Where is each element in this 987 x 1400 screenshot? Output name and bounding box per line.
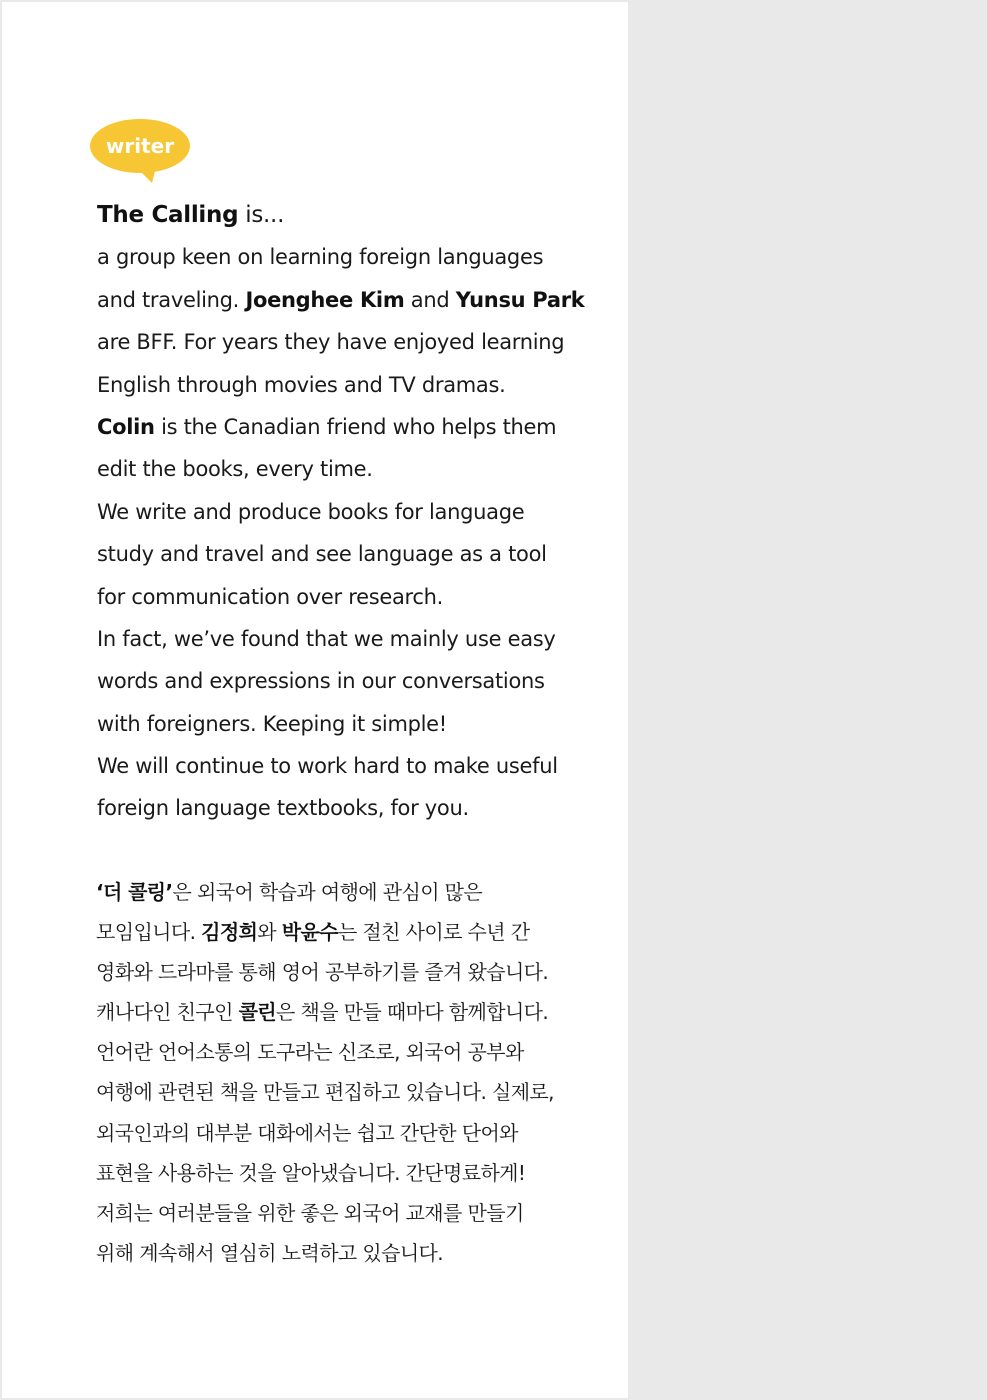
- text-span: 은 외국어 학습과 여행에 관심이 많은: [172, 880, 483, 904]
- text-span: 캐나다인 친구인: [96, 1000, 239, 1025]
- text-span: and traveling.: [97, 287, 246, 312]
- text-span: 와: [257, 920, 282, 945]
- text-line: [96, 912, 621, 952]
- text-line: 저희는 여러분들을 위한 좋은 외국어 교재를 만들기: [96, 1200, 524, 1225]
- text-span: and: [404, 287, 456, 312]
- text-line: [97, 279, 617, 321]
- text-span: is...: [238, 202, 285, 228]
- text-span: 은 책을 만들 때마다 함께합니다.: [276, 1000, 549, 1025]
- text-line: 언어란 언어소통의 도구라는 신조로, 외국어 공부와: [96, 1040, 524, 1065]
- text-span: 는 절친 사이로 수년 간: [337, 920, 530, 945]
- text-span: is the Canadian friend who helps them: [154, 414, 557, 439]
- text-line: 표현을 사용하는 것을 알아냈습니다. 간단명료하게!: [96, 1160, 526, 1185]
- text-line: 영화와 드라마를 통해 영어 공부하기를 즐겨 왔습니다.: [96, 960, 549, 985]
- text-line: a group keen on learning foreign languages: [97, 245, 544, 270]
- writer-badge: [90, 119, 190, 185]
- text-line: are BFF. For years they have enjoyed learning: [97, 330, 565, 355]
- text-line: for communication over research.: [97, 584, 444, 609]
- bold-term: 김정희: [201, 920, 258, 945]
- badge-label: writer: [105, 134, 175, 158]
- text-span: 모임입니다.: [96, 920, 202, 945]
- text-line: words and expressions in our conversations: [97, 669, 545, 694]
- korean-description: [96, 872, 621, 1273]
- bold-term: Joenghee Kim: [245, 287, 405, 312]
- text-line: We write and produce books for language: [97, 499, 525, 524]
- text-line: 위해 계속해서 열심히 노력하고 있습니다.: [96, 1240, 444, 1265]
- english-description: [97, 194, 617, 830]
- bold-term: Colin: [97, 414, 155, 439]
- text-line: edit the books, every time.: [97, 457, 373, 482]
- text-line: with foreigners. Keeping it simple!: [97, 711, 447, 736]
- text-line: [96, 992, 621, 1032]
- text-line: We will continue to work hard to make useful: [97, 754, 558, 779]
- text-line: In fact, we’ve found that we mainly use easy: [97, 626, 556, 651]
- bold-term: Yunsu Park: [455, 287, 585, 312]
- text-line: [97, 406, 617, 448]
- bold-term: ‘더 콜링’: [96, 880, 173, 904]
- bold-term: 박윤수: [281, 920, 338, 945]
- text-line: [96, 872, 621, 912]
- bold-term: The Calling: [97, 202, 239, 228]
- text-line: English through movies and TV dramas.: [97, 372, 506, 397]
- text-line: 외국인과의 대부분 대화에서는 쉽고 간단한 단어와: [96, 1120, 518, 1145]
- page: [2, 2, 628, 1398]
- text-line: [97, 194, 617, 236]
- text-line: foreign language textbooks, for you.: [97, 796, 469, 821]
- text-line: 여행에 관련된 책을 만들고 편집하고 있습니다. 실제로,: [96, 1080, 554, 1105]
- bold-term: 콜린: [238, 1000, 277, 1025]
- text-line: study and travel and see language as a tool: [97, 542, 547, 567]
